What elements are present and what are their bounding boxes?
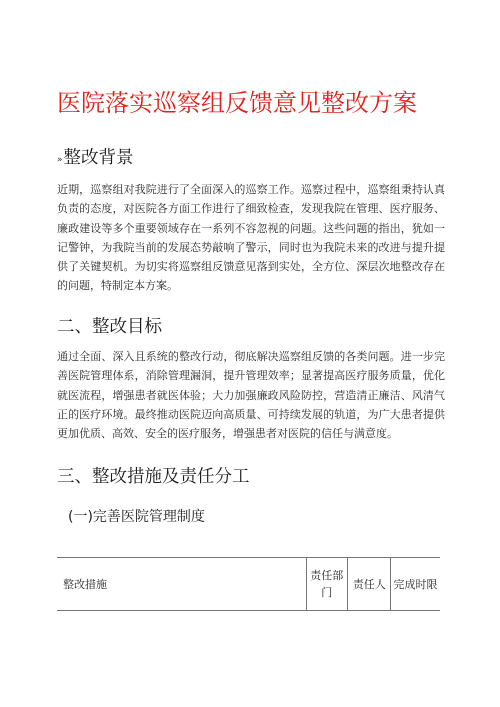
section-heading-background xyxy=(57,146,134,172)
document-title: 医院落实巡察组反馈意见整改方案 xyxy=(57,89,417,117)
section-heading-measures: 三、整改措施及责任分工 xyxy=(57,467,250,487)
table-header-deadline: 完成时限 xyxy=(391,558,440,611)
goal-paragraph: 通过全面、深入且系统的整改行动，彻底解决巡察组反馈的各类问题。进一步完善医院管理体系，消除管理漏洞，提升管理效率；显著提高医疗服务质量，优化就医流程，增强患者就医体验；大力加强廉政风险防控，营造清正廉洁、风清气正的医疗环境。最终推动医院迈向高质量、可持续发展的轨道，为广大患者提供更加优质、高效、安全的医疗服务，增强患者对医院的信任与满意度。 xyxy=(57,350,445,441)
table-header-row xyxy=(57,558,440,611)
heading-marker: » xyxy=(57,155,63,165)
section-heading-goal: 二、整改目标 xyxy=(57,317,162,337)
table-header-person: 责任人 xyxy=(348,558,391,611)
background-paragraph: 近期，巡察组对我院进行了全面深入的巡察工作。巡察过程中，巡察组秉持认真负责的态度，对医院各方面工作进行了细致检查，发现我院在管理、医疗服务、廉政建设等多个重要领域存在一系列不容忽视的问题。这些问题的指出，犹如一记警钟，为我院当前的发展态势敲响了警示，同时也为我院未来的改进与提升提供了关键契机。为切实将巡察组反馈意见落到实处，全方位、深层次地整改存在的问题，特制定本方案。 xyxy=(57,183,445,293)
table-header-department: 责任部门 xyxy=(306,558,347,611)
section-heading-background-text: 整改背景 xyxy=(63,148,134,168)
measures-table xyxy=(57,557,440,611)
subsection-heading-management: (一)完善医院管理制度 xyxy=(68,509,205,525)
table-header-measure: 整改措施 xyxy=(57,558,306,611)
